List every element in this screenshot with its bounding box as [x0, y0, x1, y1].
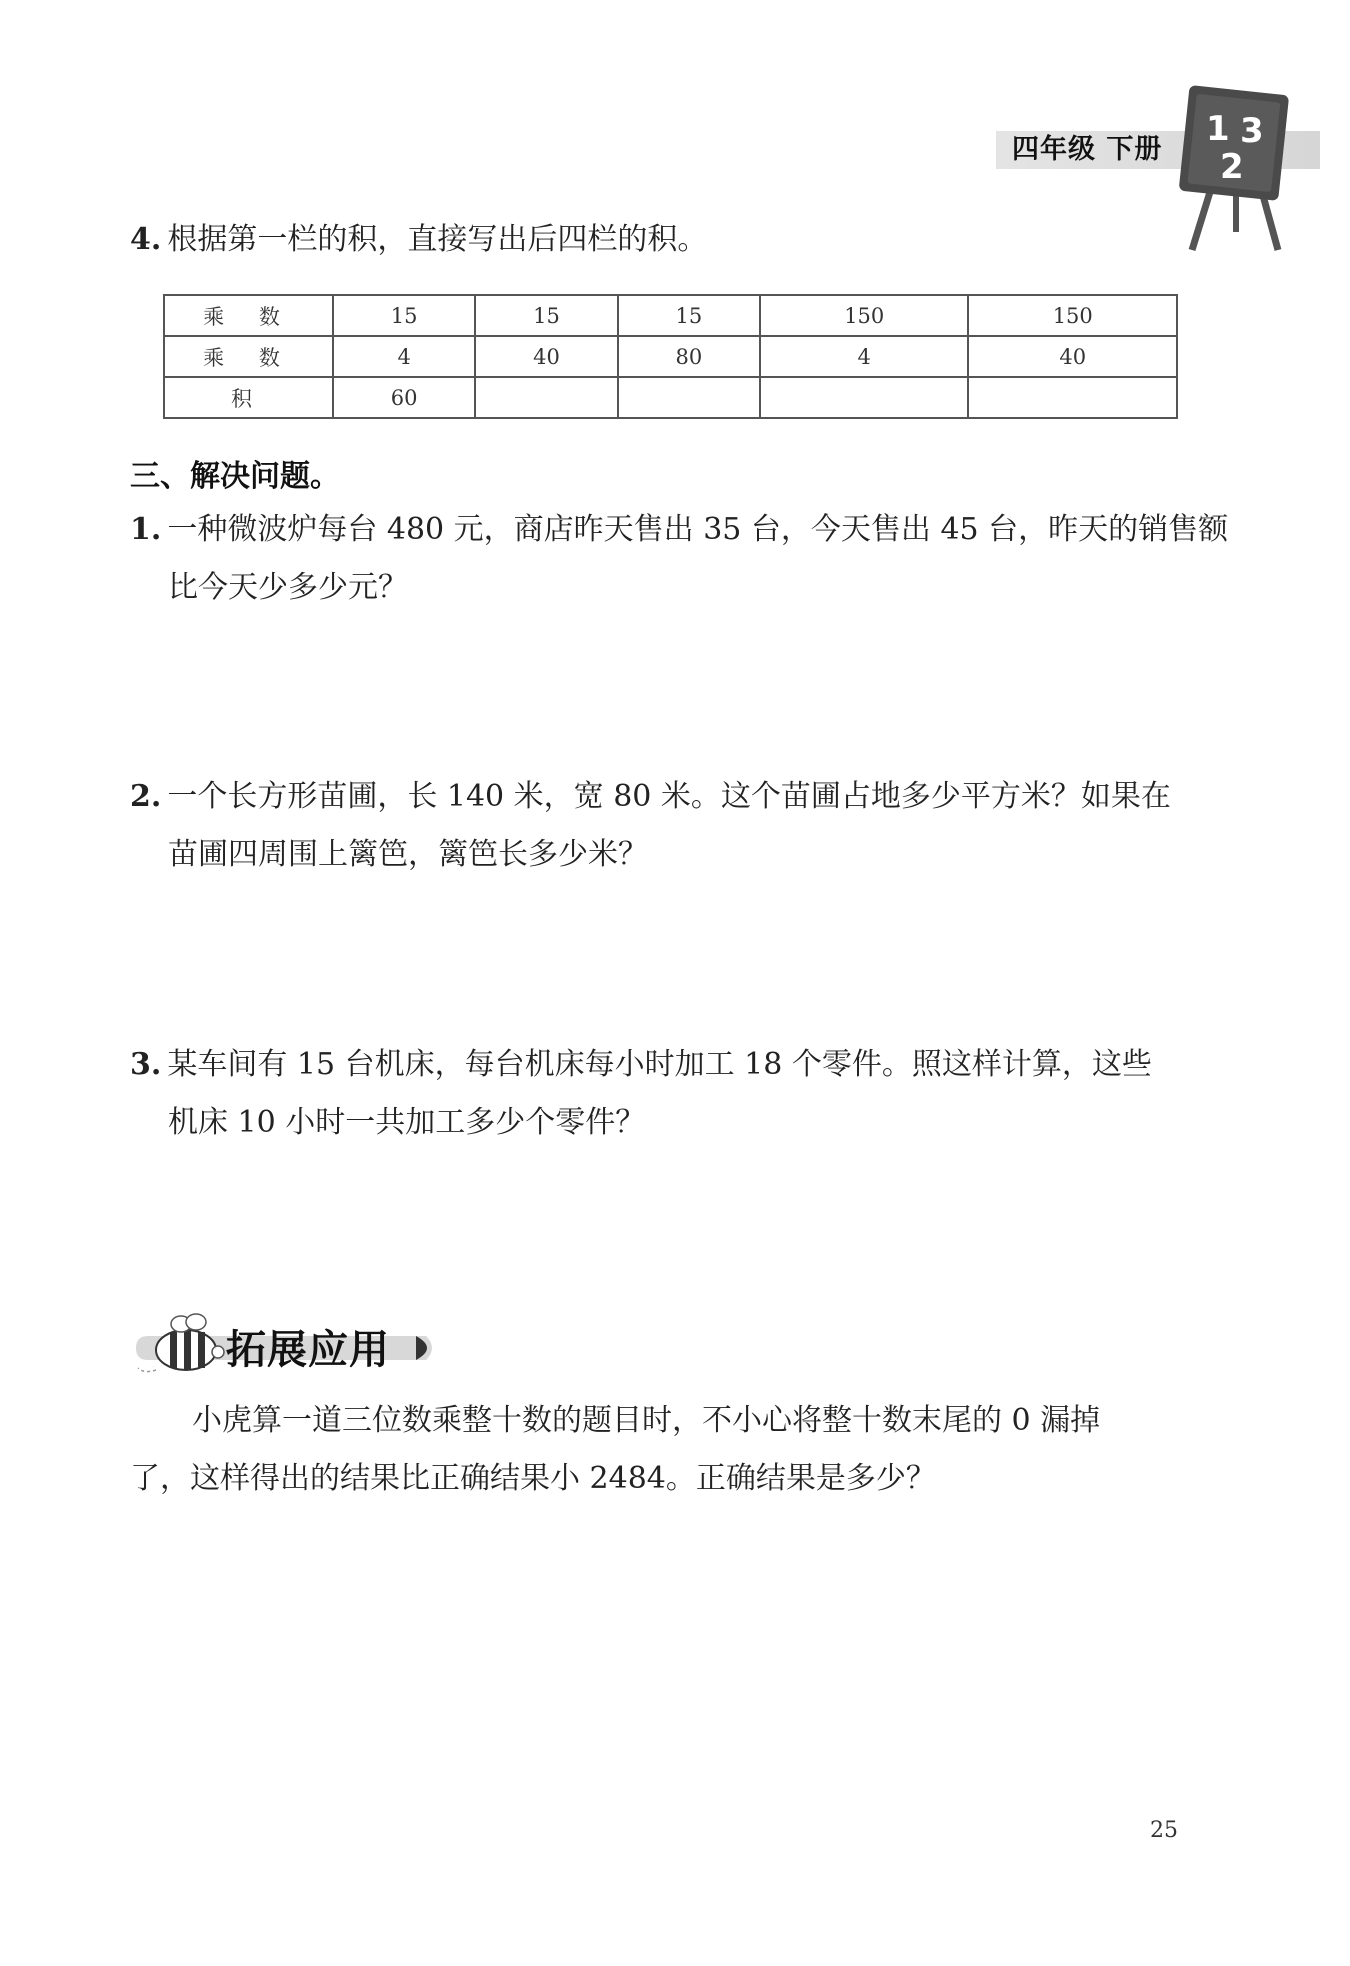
table-cell: 4 — [760, 336, 969, 377]
product-table — [163, 294, 1178, 419]
table-row-label: 积 — [164, 377, 333, 418]
table-cell: 150 — [760, 295, 969, 336]
answer-cell[interactable] — [760, 377, 969, 418]
question-4 — [130, 211, 707, 269]
table-row-multiplier-1 — [164, 295, 1177, 336]
table-cell: 15 — [475, 295, 617, 336]
problem-3-line-1: 某车间有 15 台机床，每台机床每小时加工 18 个零件。照这样计算，这些 — [167, 1047, 1152, 1082]
extension-problem — [130, 1392, 1100, 1508]
chalkboard-icon — [1170, 82, 1300, 252]
problem-1-line-2: 比今天少多少元？ — [168, 570, 408, 605]
problem-3-number: 3. — [130, 1047, 162, 1082]
board-number-1: 1 — [1206, 109, 1230, 149]
table-cell: 40 — [968, 336, 1177, 377]
table-cell: 15 — [618, 295, 760, 336]
problem-2 — [130, 768, 1171, 884]
problem-3-line-2: 机床 10 小时一共加工多少个零件？ — [168, 1105, 646, 1140]
table-cell: 4 — [333, 336, 475, 377]
table-cell: 15 — [333, 295, 475, 336]
grade-title: 四年级 下册 — [1012, 134, 1163, 165]
table-row-product — [164, 377, 1177, 418]
table-row-multiplier-2 — [164, 336, 1177, 377]
problem-2-line-2: 苗圃四周围上篱笆，篱笆长多少米？ — [168, 837, 648, 872]
table-row-label: 乘 数 — [164, 336, 333, 377]
table-cell: 80 — [618, 336, 760, 377]
page-number: 25 — [1150, 1818, 1178, 1843]
question-4-text: 根据第一栏的积，直接写出后四栏的积。 — [167, 222, 708, 257]
answer-cell[interactable] — [968, 377, 1177, 418]
problem-1-line-1: 一种微波炉每台 480 元，商店昨天售出 35 台，今天售出 45 台，昨天的销售额 — [167, 512, 1229, 547]
extension-title: 拓展应用 — [226, 1327, 390, 1373]
problem-2-number: 2. — [130, 779, 162, 814]
extension-line-2: 了，这样得出的结果比正确结果小 2484。正确结果是多少？ — [130, 1461, 936, 1496]
table-row-label: 乘 数 — [164, 295, 333, 336]
question-4-number: 4. — [130, 222, 162, 257]
answer-cell[interactable] — [475, 377, 617, 418]
section-title: 三、解决问题。 — [130, 459, 340, 494]
problem-2-line-1: 一个长方形苗圃，长 140 米，宽 80 米。这个苗圃占地多少平方米？如果在 — [167, 779, 1171, 814]
answer-cell[interactable] — [618, 377, 760, 418]
board-number-3: 3 — [1240, 111, 1264, 151]
table-cell: 40 — [475, 336, 617, 377]
problem-3 — [130, 1036, 1152, 1152]
table-cell: 150 — [968, 295, 1177, 336]
board-number-2: 2 — [1220, 147, 1244, 187]
problem-1-number: 1. — [130, 512, 162, 547]
table-cell: 60 — [333, 377, 475, 418]
extension-line-1: 小虎算一道三位数乘整十数的题目时，不小心将整十数末尾的 0 漏掉 — [192, 1403, 1101, 1438]
problem-1 — [130, 501, 1228, 617]
